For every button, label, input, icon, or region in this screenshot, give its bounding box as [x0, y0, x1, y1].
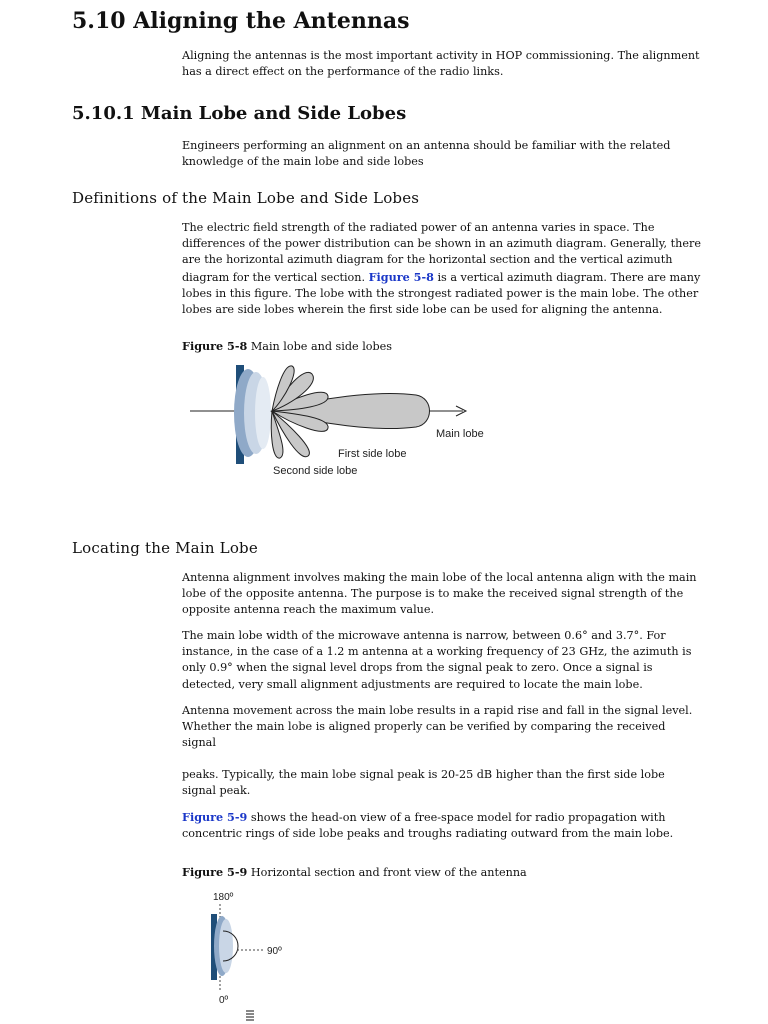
- figure-5-8-link[interactable]: Figure 5-8: [368, 269, 434, 284]
- locating-paragraph-3: Antenna movement across the main lobe results in a rapid rise and fall in the signal level. Whether the main lobe is aligned properly can be verified by comparing the received signal: [182, 704, 693, 750]
- subsection-intro: Engineers performing an alignment on an antenna should be familiar with the related knowledge of the main lobe and side lobes: [182, 139, 671, 169]
- second-side-lobe-label: Second side lobe: [273, 465, 358, 477]
- locating-paragraph-5: [182, 809, 702, 842]
- angle-180-label: 180º: [213, 892, 234, 903]
- locating-heading: Locating the Main Lobe: [72, 539, 258, 557]
- definitions-heading: Definitions of the Main Lobe and Side Lobes: [72, 189, 420, 207]
- locating-paragraph-2: The main lobe width of the microwave antenna is narrow, between 0.6° and 3.7°. For instance, in the case of a 1.2 m antenna at a working frequency of 23 GHz, the azimuth is only 0.9° when the signal level drops from the signal peak to zero. Once a signal is detected, very small alignment adjustments are required to locate the main lobe.: [182, 629, 692, 691]
- figure-5-8-diagram: [188, 360, 488, 480]
- subsection-title: 5.10.1 Main Lobe and Side Lobes: [72, 103, 407, 124]
- figure-5-8-caption-text: Main lobe and side lobes: [247, 340, 393, 353]
- antenna-front-inner: [219, 919, 233, 973]
- locating-paragraph-1: Antenna alignment involves making the main lobe of the local antenna align with the main lobe of the opposite antenna. The purpose is to make the received signal strength of the opposite antenna reach the maximum value.: [182, 571, 697, 617]
- figure-5-9-label: Figure 5-9: [182, 865, 248, 879]
- main-lobe-label: Main lobe: [436, 428, 484, 440]
- section-intro: Aligning the antennas is the most important activity in HOP commissioning. The alignment has a direct effect on the performance of the radio links.: [182, 49, 700, 79]
- figure-5-9-link[interactable]: Figure 5-9: [182, 810, 248, 824]
- section-title: 5.10 Aligning the Antennas: [72, 8, 410, 34]
- figure-5-9-caption-text: Horizontal section and front view of the antenna: [247, 866, 527, 879]
- first-side-lobe-label: First side lobe: [338, 448, 407, 460]
- definitions-text-after: is a vertical azimuth diagram. There are many lobes in this figure. The lobe with the strongest radiated power is the main lobe. The other lobes are side lobes wherein the first side lobe can be used for aligning the antenna.: [182, 270, 701, 317]
- locating-paragraph-4: peaks. Typically, the main lobe signal peak is 20-25 dB higher than the first side lobe signal peak.: [182, 768, 665, 798]
- figure-5-8-caption: [182, 338, 392, 355]
- figure-5-9-diagram: [205, 888, 305, 1008]
- figure-5-9-caption: [182, 864, 527, 881]
- definitions-text-before: The electric field strength of the radiated power of an antenna varies in space. The differences of the power distribution can be shown in an azimuth diagram. Generally, there are the horizontal azimuth diagram for the horizontal section and the vertical azimuth diagram for the vertical section.: [182, 221, 701, 284]
- figure-5-8-label: Figure 5-8: [182, 339, 248, 353]
- angle-90-label: 90º: [267, 946, 282, 957]
- page-marker-icon: [246, 1010, 254, 1022]
- antenna-dish-face: [255, 377, 271, 449]
- definitions-paragraph: [182, 220, 702, 318]
- angle-0-label: 0º: [219, 995, 229, 1006]
- locating-paragraph-5-text: shows the head-on view of a free-space model for radio propagation with concentric rings of side lobe peaks and troughs radiating outward from the main lobe.: [182, 811, 674, 841]
